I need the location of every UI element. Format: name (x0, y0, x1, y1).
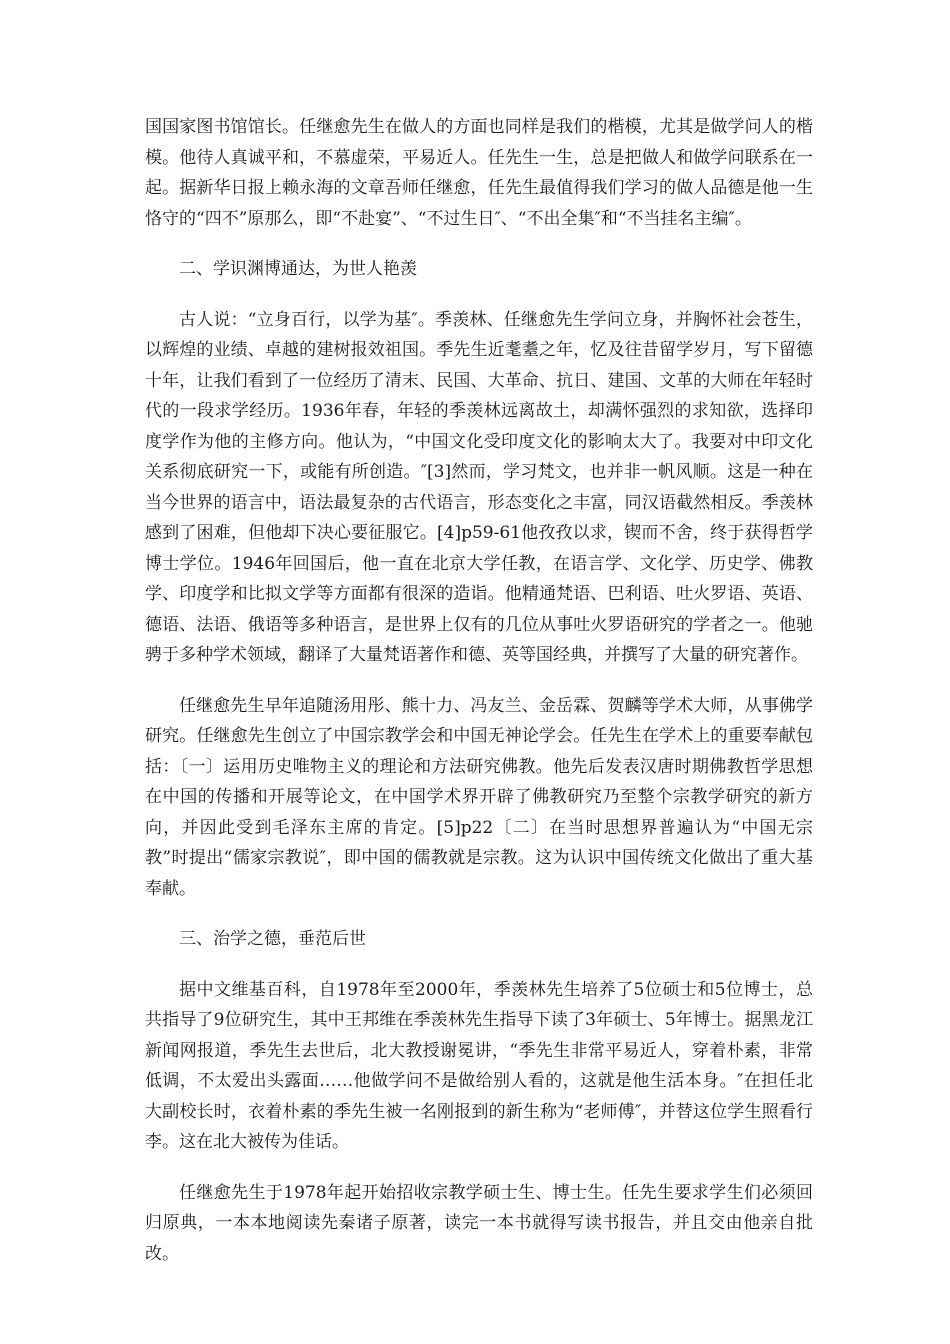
paragraph-ji-xianlin-study: 古人说：“立身百行，以学为基″。季羡林、任继愈先生学问立身，并胸怀社会苍生，以辉煌的业绩、卓越的建树报效祖国。季先生近耄耋之年，忆及往昔留学岁月，写下留德十年，让我们看到了一位经历了清末、民国、大革命、抗日、建国、文革的大师在年轻时代的一段求学经历。1936年春，年轻的季羡林远离故土，却满怀强烈的求知欲，选择印度学作为他的主修方向。他认为，“中国文化受印度文化的影响太大了。我要对中印文化关系彻底研究一下，或能有所创造。″[3]然而，学习梵文，也并非一帆风顺。这是一种在当今世界的语言中，语法最复杂的古代语言，形态变化之丰富，同汉语截然相反。季羡林感到了困难，但他却下决心要征服它。[4]p59-61他孜孜以求，锲而不舍，终于获得哲学博士学位。1946年回国后，他一直在北京大学任教，在语言学、文化学、历史学、佛教学、印度学和比拟文学等方面都有很深的造诣。他精通梵语、巴利语、吐火罗语、英语、德语、法语、俄语等多种语言，是世界上仅有的几位从事吐火罗语研究的学者之一。他驰骋于多种学术领域，翻译了大量梵语著作和德、英等国经典，并撰写了大量的研究著作。 (145, 309, 813, 665)
paragraph-ren-jiyu-students: 任继愈先生于1978年起开始招收宗教学硕士生、博士生。任先生要求学生们必须回归原典，一本本地阅读先秦诸子原著，读完一本书就得写读书报告，并且交由他亲自批改。 (145, 1182, 813, 1264)
paragraph-ren-jiyu-contributions: 任继愈先生早年追随汤用彤、熊十力、冯友兰、金岳霖、贺麟等学术大师，从事佛学研究。任继愈先生创立了中国宗教学会和中国无神论学会。任先生在学术上的重要奉献包括：〔一〕运用历史唯物主义的理论和方法研究佛教。他先后发表汉唐时期佛教哲学思想在中国的传播和开展等论文，在中国学术界开辟了佛教研究乃至整个宗教学研究的新方向，并因此受到毛泽东主席的肯定。[5]p22〔二〕在当时思想界普遍认为“中国无宗教”时提出“儒家宗教说″，即中国的儒教就是宗教。这为认识中国传统文化做出了重大基奉献。 (145, 695, 813, 899)
paragraph-continuation: 国国家图书馆馆长。任继愈先生在做人的方面也同样是我们的楷模，尤其是做学问人的楷模。他待人真诚平和，不慕虚荣，平易近人。任先生一生，总是把做人和做学问联系在一起。据新华日报上赖永海的文章吾师任继愈，任先生最值得我们学习的做人品德是他一生恪守的“四不”原那么，即“不赴宴”、“不过生日″、“不出全集″和“不当挂名主编″。 (145, 117, 813, 229)
section-heading-three: 三、治学之德，垂范后世 (179, 929, 366, 949)
paragraph-ji-xianlin-students: 据中文维基百科，自1978年至2000年，季羡林先生培养了5位硕士和5位博士，总共指导了9位研究生，其中王邦维在季羡林先生指导下读了3年硕士、5年博士。据黑龙江新闻网报道，季先生去世后，北大教授谢冕讲，“季先生非常平易近人，穿着朴素，非常低调，不太爱出头露面……他做学问不是做给别人看的，这就是他生活本身。″在担任北大副校长时，衣着朴素的季先生被一名刚报到的新生称为“老师傅″，并替这位学生照看行李。这在北大被传为佳话。 (145, 979, 813, 1152)
section-heading-two: 二、学识渊博通达，为世人艳羡 (179, 259, 417, 279)
document-page (145, 112, 813, 1289)
